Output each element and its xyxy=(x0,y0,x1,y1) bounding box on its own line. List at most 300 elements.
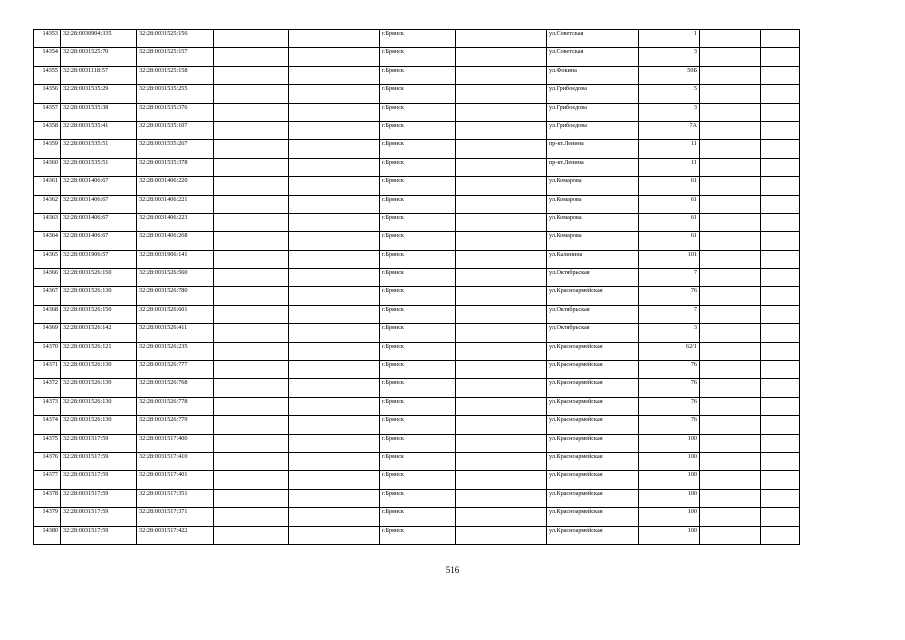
cell-object-cadastral-number: 32:28:0031526:777 xyxy=(137,361,214,379)
cell-city: г.Брянск xyxy=(380,489,456,507)
cell-street: ул.Красноармейская xyxy=(547,342,639,360)
cell-parcel-cadastral-number: 32:28:0031517:59 xyxy=(61,526,137,544)
table-row xyxy=(34,269,800,287)
cell-parcel-cadastral-number: 32:28:0031526:142 xyxy=(61,324,137,342)
cell-empty xyxy=(700,195,761,213)
cell-street: ул.Грибоедова xyxy=(547,85,639,103)
cell-city: г.Брянск xyxy=(380,121,456,139)
cell-empty xyxy=(700,452,761,470)
cell-empty xyxy=(761,361,800,379)
table-row xyxy=(34,140,800,158)
cell-street: ул.Советская xyxy=(547,48,639,66)
cell-empty xyxy=(214,121,289,139)
cell-empty xyxy=(761,30,800,48)
cell-street: ул.Красноармейская xyxy=(547,489,639,507)
cell-record-number: 14375 xyxy=(34,434,61,452)
cell-empty xyxy=(700,140,761,158)
cell-street: ул.Фокина xyxy=(547,66,639,84)
cell-house-number: 3 xyxy=(639,103,700,121)
cell-empty xyxy=(761,489,800,507)
cell-empty xyxy=(214,195,289,213)
cell-empty xyxy=(214,508,289,526)
table-row xyxy=(34,489,800,507)
cell-empty xyxy=(214,434,289,452)
cell-parcel-cadastral-number: 32:28:0031525:70 xyxy=(61,48,137,66)
cell-empty xyxy=(761,526,800,544)
cell-empty xyxy=(761,121,800,139)
cell-parcel-cadastral-number: 32:28:0031517:59 xyxy=(61,489,137,507)
cell-house-number: 50Б xyxy=(639,66,700,84)
cell-empty xyxy=(761,66,800,84)
cell-city: г.Брянск xyxy=(380,305,456,323)
cell-street: ул.Красноармейская xyxy=(547,508,639,526)
cell-empty xyxy=(761,508,800,526)
cell-street: ул.Красноармейская xyxy=(547,287,639,305)
cell-record-number: 14376 xyxy=(34,452,61,470)
cell-object-cadastral-number: 32:28:0031526:560 xyxy=(137,269,214,287)
cell-house-number: 3 xyxy=(639,48,700,66)
cell-record-number: 14360 xyxy=(34,158,61,176)
cell-object-cadastral-number: 32:28:0031535:255 xyxy=(137,85,214,103)
cell-empty xyxy=(214,103,289,121)
cell-street: ул.Октябрьская xyxy=(547,324,639,342)
cell-record-number: 14379 xyxy=(34,508,61,526)
cell-house-number: 3 xyxy=(639,324,700,342)
cell-house-number: 76 xyxy=(639,397,700,415)
cell-empty xyxy=(289,121,380,139)
cell-empty xyxy=(761,434,800,452)
cell-empty xyxy=(456,526,547,544)
cell-city: г.Брянск xyxy=(380,287,456,305)
cell-city: г.Брянск xyxy=(380,379,456,397)
cell-house-number: 7 xyxy=(639,305,700,323)
table-row xyxy=(34,287,800,305)
cell-city: г.Брянск xyxy=(380,508,456,526)
cell-empty xyxy=(456,195,547,213)
cell-city: г.Брянск xyxy=(380,269,456,287)
cell-object-cadastral-number: 32:28:0031517:351 xyxy=(137,489,214,507)
cell-empty xyxy=(289,434,380,452)
cell-empty xyxy=(700,177,761,195)
cell-empty xyxy=(700,489,761,507)
cell-record-number: 14355 xyxy=(34,66,61,84)
cell-empty xyxy=(700,232,761,250)
cell-street: ул.Красноармейская xyxy=(547,452,639,470)
cell-record-number: 14367 xyxy=(34,287,61,305)
cell-house-number: 11 xyxy=(639,140,700,158)
register-table-body xyxy=(34,30,800,545)
cell-empty xyxy=(214,471,289,489)
cell-empty xyxy=(214,379,289,397)
cell-empty xyxy=(456,213,547,231)
cell-empty xyxy=(214,269,289,287)
cell-parcel-cadastral-number: 32:28:0031535:51 xyxy=(61,140,137,158)
cell-empty xyxy=(700,416,761,434)
page-number: 516 xyxy=(445,565,460,575)
cell-empty xyxy=(456,121,547,139)
cell-street: ул.Комарова xyxy=(547,177,639,195)
cell-empty xyxy=(761,305,800,323)
cell-record-number: 14366 xyxy=(34,269,61,287)
cell-city: г.Брянск xyxy=(380,324,456,342)
cell-empty xyxy=(456,250,547,268)
cell-empty xyxy=(456,416,547,434)
cell-empty xyxy=(456,379,547,397)
cell-empty xyxy=(289,250,380,268)
table-row xyxy=(34,66,800,84)
cell-empty xyxy=(289,342,380,360)
cell-parcel-cadastral-number: 32:28:0031517:59 xyxy=(61,508,137,526)
cell-parcel-cadastral-number: 32:28:0031406:67 xyxy=(61,177,137,195)
cell-empty xyxy=(456,140,547,158)
cell-city: г.Брянск xyxy=(380,342,456,360)
cell-empty xyxy=(700,213,761,231)
cell-record-number: 14354 xyxy=(34,48,61,66)
cell-empty xyxy=(761,379,800,397)
cell-parcel-cadastral-number: 32:28:0031517:59 xyxy=(61,452,137,470)
cell-empty xyxy=(761,158,800,176)
cell-empty xyxy=(289,324,380,342)
cell-street: пр-кт.Ленина xyxy=(547,158,639,176)
cell-city: г.Брянск xyxy=(380,397,456,415)
cell-empty xyxy=(289,526,380,544)
cell-parcel-cadastral-number: 32:28:0031526:150 xyxy=(61,269,137,287)
table-row xyxy=(34,471,800,489)
cell-empty xyxy=(761,397,800,415)
cell-object-cadastral-number: 32:28:0031517:422 xyxy=(137,526,214,544)
cell-object-cadastral-number: 32:28:0031406:268 xyxy=(137,232,214,250)
cell-empty xyxy=(456,177,547,195)
cell-object-cadastral-number: 32:28:0031526:411 xyxy=(137,324,214,342)
cell-object-cadastral-number: 32:28:0031526:779 xyxy=(137,416,214,434)
cell-empty xyxy=(456,324,547,342)
cell-house-number: 7 xyxy=(639,269,700,287)
cell-empty xyxy=(700,250,761,268)
cell-house-number: 100 xyxy=(639,471,700,489)
cell-house-number: 100 xyxy=(639,434,700,452)
cell-parcel-cadastral-number: 32:28:0031535:41 xyxy=(61,121,137,139)
cell-city: г.Брянск xyxy=(380,434,456,452)
cell-object-cadastral-number: 32:28:0031517:410 xyxy=(137,452,214,470)
cell-city: г.Брянск xyxy=(380,140,456,158)
cell-object-cadastral-number: 32:28:0031535:376 xyxy=(137,103,214,121)
cell-object-cadastral-number: 32:28:0031526:780 xyxy=(137,287,214,305)
table-row xyxy=(34,213,800,231)
cell-street: ул.Комарова xyxy=(547,213,639,231)
cell-empty xyxy=(214,140,289,158)
cell-empty xyxy=(456,489,547,507)
cell-house-number: 62/1 xyxy=(639,342,700,360)
table-row xyxy=(34,397,800,415)
cell-empty xyxy=(289,379,380,397)
cell-empty xyxy=(700,526,761,544)
cell-street: ул.Красноармейская xyxy=(547,379,639,397)
cell-record-number: 14370 xyxy=(34,342,61,360)
table-row xyxy=(34,103,800,121)
table-row xyxy=(34,121,800,139)
table-row xyxy=(34,85,800,103)
cell-empty xyxy=(761,177,800,195)
cell-parcel-cadastral-number: 32:28:0031517:59 xyxy=(61,434,137,452)
cell-record-number: 14363 xyxy=(34,213,61,231)
cell-city: г.Брянск xyxy=(380,416,456,434)
cell-empty xyxy=(700,397,761,415)
cell-house-number: 100 xyxy=(639,489,700,507)
cell-street: ул.Красноармейская xyxy=(547,434,639,452)
cell-empty xyxy=(700,30,761,48)
cell-parcel-cadastral-number: 32:28:0031517:59 xyxy=(61,471,137,489)
cell-empty xyxy=(214,397,289,415)
cell-empty xyxy=(761,342,800,360)
cell-empty xyxy=(761,232,800,250)
cell-empty xyxy=(761,269,800,287)
cell-empty xyxy=(761,416,800,434)
cell-street: ул.Красноармейская xyxy=(547,471,639,489)
cell-record-number: 14365 xyxy=(34,250,61,268)
cell-empty xyxy=(214,324,289,342)
table-row xyxy=(34,379,800,397)
cell-record-number: 14356 xyxy=(34,85,61,103)
cell-empty xyxy=(289,452,380,470)
cell-parcel-cadastral-number: 32:28:0031526:130 xyxy=(61,379,137,397)
cell-parcel-cadastral-number: 32:28:0031526:150 xyxy=(61,305,137,323)
cell-house-number: 61 xyxy=(639,213,700,231)
cell-empty xyxy=(289,213,380,231)
register-table xyxy=(33,29,800,545)
cell-empty xyxy=(761,324,800,342)
cell-empty xyxy=(289,103,380,121)
cell-empty xyxy=(214,305,289,323)
cell-parcel-cadastral-number: 32:28:0031906:57 xyxy=(61,250,137,268)
cell-parcel-cadastral-number: 32:28:0031535:29 xyxy=(61,85,137,103)
cell-object-cadastral-number: 32:28:0031526:768 xyxy=(137,379,214,397)
cell-object-cadastral-number: 32:28:0031517:401 xyxy=(137,471,214,489)
cell-empty xyxy=(456,287,547,305)
table-row xyxy=(34,30,800,48)
cell-city: г.Брянск xyxy=(380,158,456,176)
cell-empty xyxy=(214,66,289,84)
cell-object-cadastral-number: 32:28:0031517:371 xyxy=(137,508,214,526)
cell-house-number: 101 xyxy=(639,250,700,268)
cell-empty xyxy=(700,305,761,323)
cell-city: г.Брянск xyxy=(380,213,456,231)
cell-empty xyxy=(289,232,380,250)
cell-empty xyxy=(289,66,380,84)
cell-parcel-cadastral-number: 32:28:0031406:67 xyxy=(61,213,137,231)
cell-street: ул.Октябрьская xyxy=(547,269,639,287)
cell-empty xyxy=(289,305,380,323)
table-row xyxy=(34,48,800,66)
cell-house-number: 1 xyxy=(639,30,700,48)
cell-empty xyxy=(456,452,547,470)
cell-record-number: 14359 xyxy=(34,140,61,158)
cell-empty xyxy=(700,379,761,397)
cell-empty xyxy=(761,471,800,489)
table-row xyxy=(34,324,800,342)
cell-parcel-cadastral-number: 32:28:0031526:130 xyxy=(61,397,137,415)
table-row xyxy=(34,232,800,250)
cell-parcel-cadastral-number: 32:28:0031535:51 xyxy=(61,158,137,176)
cell-empty xyxy=(456,158,547,176)
cell-house-number: 76 xyxy=(639,361,700,379)
cell-house-number: 11 xyxy=(639,158,700,176)
cell-object-cadastral-number: 32:28:0031525:158 xyxy=(137,66,214,84)
cell-house-number: 61 xyxy=(639,195,700,213)
cell-object-cadastral-number: 32:28:0031535:107 xyxy=(137,121,214,139)
table-row xyxy=(34,250,800,268)
cell-empty xyxy=(214,342,289,360)
cell-empty xyxy=(214,177,289,195)
cell-street: ул.Октябрьская xyxy=(547,305,639,323)
table-row xyxy=(34,416,800,434)
cell-record-number: 14368 xyxy=(34,305,61,323)
cell-record-number: 14371 xyxy=(34,361,61,379)
cell-empty xyxy=(700,103,761,121)
cell-record-number: 14364 xyxy=(34,232,61,250)
cell-empty xyxy=(214,526,289,544)
cell-house-number: 61 xyxy=(639,232,700,250)
cell-city: г.Брянск xyxy=(380,177,456,195)
cell-street: ул.Красноармейская xyxy=(547,526,639,544)
cell-empty xyxy=(761,452,800,470)
cell-empty xyxy=(456,471,547,489)
cell-empty xyxy=(214,452,289,470)
cell-empty xyxy=(289,269,380,287)
cell-parcel-cadastral-number: 32:28:0031406:67 xyxy=(61,232,137,250)
cell-empty xyxy=(456,66,547,84)
cell-street: ул.Калинина xyxy=(547,250,639,268)
table-row xyxy=(34,177,800,195)
cell-city: г.Брянск xyxy=(380,85,456,103)
cell-street: ул.Комарова xyxy=(547,195,639,213)
cell-record-number: 14362 xyxy=(34,195,61,213)
cell-object-cadastral-number: 32:28:0031406:221 xyxy=(137,195,214,213)
cell-street: ул.Советская xyxy=(547,30,639,48)
cell-empty xyxy=(700,324,761,342)
cell-house-number: 61 xyxy=(639,177,700,195)
cell-empty xyxy=(214,30,289,48)
cell-empty xyxy=(214,232,289,250)
cell-empty xyxy=(289,397,380,415)
cell-empty xyxy=(289,471,380,489)
table-row xyxy=(34,526,800,544)
cell-city: г.Брянск xyxy=(380,48,456,66)
cell-empty xyxy=(289,177,380,195)
cell-empty xyxy=(214,48,289,66)
cell-empty xyxy=(700,471,761,489)
cell-city: г.Брянск xyxy=(380,361,456,379)
cell-house-number: 76 xyxy=(639,416,700,434)
cell-parcel-cadastral-number: 32:28:0031526:121 xyxy=(61,342,137,360)
table-row xyxy=(34,361,800,379)
cell-parcel-cadastral-number: 32:28:0031526:130 xyxy=(61,361,137,379)
cell-parcel-cadastral-number: 32:28:0030904:335 xyxy=(61,30,137,48)
cell-city: г.Брянск xyxy=(380,471,456,489)
cell-house-number: 100 xyxy=(639,508,700,526)
cell-empty xyxy=(700,158,761,176)
cell-city: г.Брянск xyxy=(380,30,456,48)
cell-city: г.Брянск xyxy=(380,250,456,268)
cell-object-cadastral-number: 32:28:0031526:778 xyxy=(137,397,214,415)
cell-empty xyxy=(456,48,547,66)
cell-empty xyxy=(761,195,800,213)
cell-empty xyxy=(214,250,289,268)
cell-empty xyxy=(214,489,289,507)
cell-empty xyxy=(761,287,800,305)
cell-empty xyxy=(761,85,800,103)
cell-record-number: 14357 xyxy=(34,103,61,121)
cell-empty xyxy=(456,508,547,526)
cell-empty xyxy=(289,508,380,526)
cell-empty xyxy=(289,85,380,103)
cell-parcel-cadastral-number: 32:28:0031118:57 xyxy=(61,66,137,84)
cell-empty xyxy=(700,434,761,452)
cell-record-number: 14372 xyxy=(34,379,61,397)
cell-house-number: 100 xyxy=(639,526,700,544)
cell-empty xyxy=(456,397,547,415)
cell-empty xyxy=(761,103,800,121)
table-row xyxy=(34,305,800,323)
cell-empty xyxy=(289,48,380,66)
cell-empty xyxy=(289,158,380,176)
cell-empty xyxy=(761,48,800,66)
cell-empty xyxy=(761,140,800,158)
table-row xyxy=(34,342,800,360)
cell-record-number: 14374 xyxy=(34,416,61,434)
cell-object-cadastral-number: 32:28:0031525:157 xyxy=(137,48,214,66)
cell-city: г.Брянск xyxy=(380,66,456,84)
cell-empty xyxy=(456,30,547,48)
cell-empty xyxy=(289,140,380,158)
cell-object-cadastral-number: 32:28:0031526:235 xyxy=(137,342,214,360)
cell-empty xyxy=(289,361,380,379)
cell-empty xyxy=(700,287,761,305)
cell-empty xyxy=(289,416,380,434)
cell-object-cadastral-number: 32:28:0031535:378 xyxy=(137,158,214,176)
cell-empty xyxy=(456,434,547,452)
cell-empty xyxy=(214,213,289,231)
cell-empty xyxy=(214,85,289,103)
cell-city: г.Брянск xyxy=(380,232,456,250)
cell-empty xyxy=(700,508,761,526)
cell-object-cadastral-number: 32:28:0031406:220 xyxy=(137,177,214,195)
cell-street: ул.Красноармейская xyxy=(547,397,639,415)
cell-empty xyxy=(700,85,761,103)
cell-empty xyxy=(700,121,761,139)
cell-empty xyxy=(289,30,380,48)
cell-empty xyxy=(214,287,289,305)
cell-record-number: 14353 xyxy=(34,30,61,48)
cell-object-cadastral-number: 32:28:0031525:156 xyxy=(137,30,214,48)
cell-parcel-cadastral-number: 32:28:0031526:130 xyxy=(61,416,137,434)
cell-record-number: 14369 xyxy=(34,324,61,342)
cell-street: ул.Комарова xyxy=(547,232,639,250)
cell-street: ул.Красноармейская xyxy=(547,416,639,434)
cell-parcel-cadastral-number: 32:28:0031526:130 xyxy=(61,287,137,305)
cell-empty xyxy=(214,416,289,434)
cell-empty xyxy=(761,213,800,231)
cell-empty xyxy=(700,269,761,287)
cell-city: г.Брянск xyxy=(380,195,456,213)
cell-empty xyxy=(456,361,547,379)
cell-empty xyxy=(456,85,547,103)
cell-empty xyxy=(289,287,380,305)
cell-record-number: 14377 xyxy=(34,471,61,489)
cell-object-cadastral-number: 32:28:0031906:141 xyxy=(137,250,214,268)
cell-city: г.Брянск xyxy=(380,452,456,470)
cell-house-number: 76 xyxy=(639,379,700,397)
table-row xyxy=(34,195,800,213)
